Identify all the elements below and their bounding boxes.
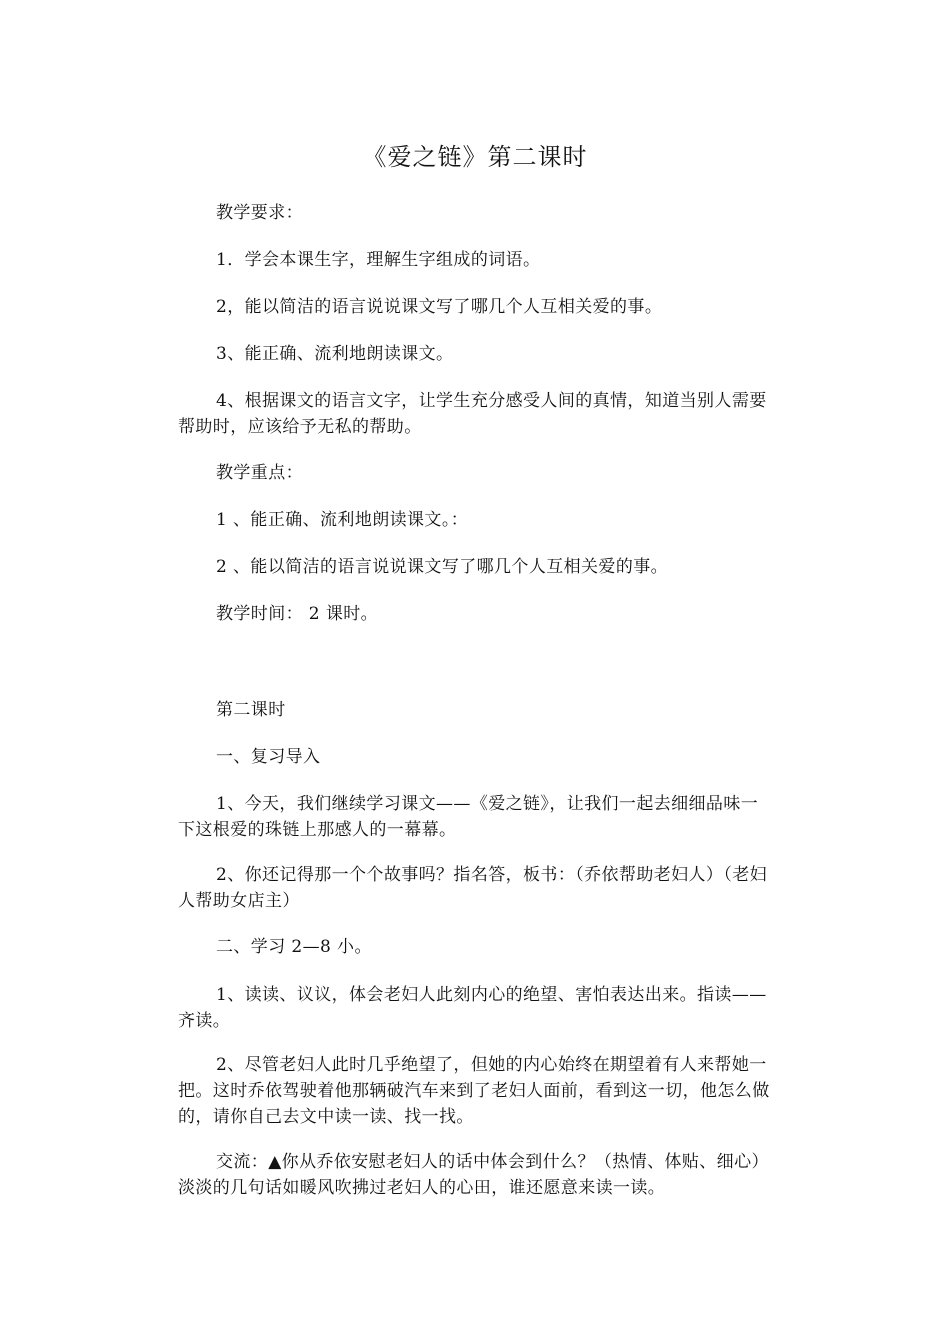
exchange-paragraph: 交流：▲你从乔依安慰老妇人的话中体会到什么？（热情、体贴、细心）淡淡的几句话如暖风吹拂过老妇人的心田，谁还愿意来读一读。	[178, 1152, 769, 1198]
section-heading-requirements: 教学要求：	[216, 203, 303, 223]
part-two-heading: 二、学习 2—8 小。	[216, 937, 372, 957]
document-title: 《爱之链》第二课时	[362, 143, 588, 171]
requirement-item-3: 3、能正确、流利地朗读课文。	[216, 344, 454, 364]
requirement-item-4: 4、根据课文的语言文字，让学生充分感受人间的真情，知道当别人需要帮助时，应该给予无私的帮助。	[178, 391, 767, 437]
part-one-item-1: 1、今天，我们继续学习课文——《爱之链》，让我们一起去细细品味一下这根爱的珠链上那感人的一幕幕。	[178, 794, 759, 840]
requirement-item-1: 1．学会本课生字，理解生字组成的词语。	[216, 250, 541, 270]
part-two-item-2: 2、尽管老妇人此时几乎绝望了，但她的内心始终在期望着有人来帮她一把。这时乔依驾驶着他那辆破汽车来到了老妇人面前，看到这一切，他怎么做的，请你自己去文中读一读、找一找。	[178, 1055, 770, 1127]
lesson-heading: 第二课时	[216, 700, 286, 720]
part-two-item-1: 1、读读、议议，体会老妇人此刻内心的绝望、害怕表达出来。指读——齐读。	[178, 985, 767, 1031]
key-point-item-1: 1 、能正确、流利地朗读课文。：	[216, 510, 469, 530]
requirement-item-2: 2，能以简洁的语言说说课文写了哪几个人互相关爱的事。	[216, 297, 663, 317]
teaching-time: 教学时间： 2 课时。	[216, 604, 379, 624]
section-heading-key-points: 教学重点：	[216, 463, 303, 483]
part-one-heading: 一、复习导入	[216, 747, 321, 767]
part-one-item-2: 2、你还记得那一个个故事吗？指名答，板书：（乔依帮助老妇人）（老妇人帮助女店主）	[178, 865, 768, 911]
key-point-item-2: 2 、能以简洁的语言说说课文写了哪几个人互相关爱的事。	[216, 557, 669, 577]
